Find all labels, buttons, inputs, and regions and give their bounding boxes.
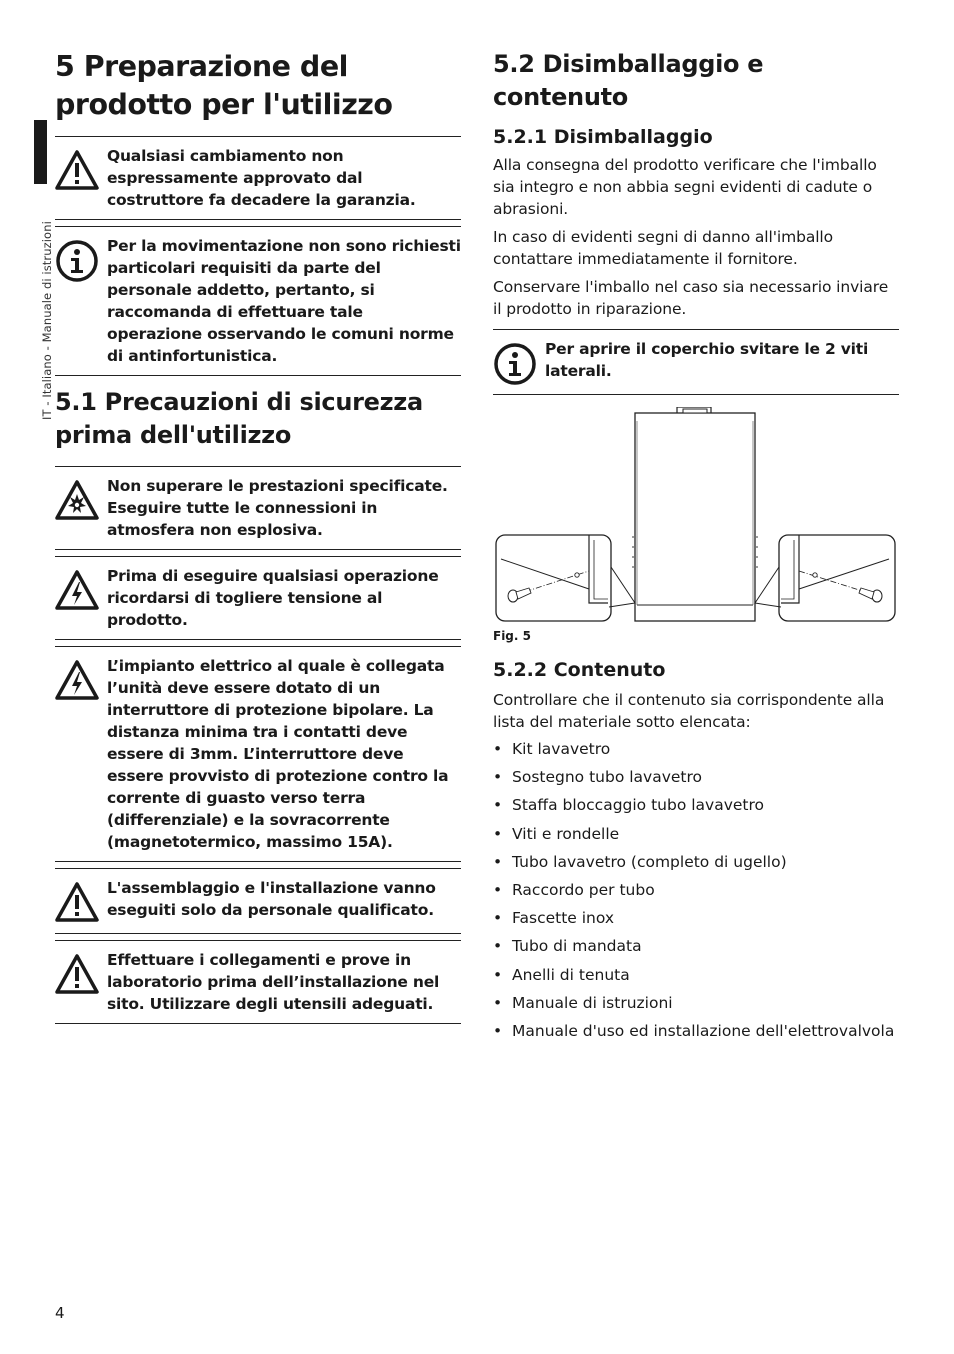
note-text: Per la movimentazione non sono richiesti particolari requisiti da parte del personale addetto, pertanto, si raccomanda di effettuare tale operazione osservando le comuni norme di antinfortunistica. [107, 237, 461, 365]
right-column [493, 48, 899, 1045]
info-circle-icon [493, 342, 537, 386]
list-item: • Viti e rondelle [493, 820, 899, 848]
note-text: L’impianto elettrico al quale è collegata l’unità deve essere dotato di un interruttore di protezione bipolare. La distanza minima tra i contatti deve essere di 3mm. L’interruttore deve essere provvisto di protezione contro la corrente di guasto verso terra (differenziale) e la sovracorrente (magnetotermico, massimo 15A). [107, 657, 449, 851]
electric-hazard-icon [55, 569, 99, 613]
sidebar-language-label: IT - Italiano - Manuale di istruzioni [40, 221, 54, 420]
power-off-warning-note [55, 556, 461, 640]
warning-triangle-icon [55, 953, 99, 997]
list-item: • Manuale di istruzioni [493, 989, 899, 1017]
open-cover-info-note [493, 329, 899, 395]
note-text: Per aprire il coperchio svitare le 2 viti laterali. [545, 340, 869, 380]
section-5-2-2-title: 5.2.2 Contenuto [493, 659, 666, 681]
list-item: • Raccordo per tubo [493, 876, 899, 904]
electric-hazard-icon [55, 659, 99, 703]
paragraph: Conservare l'imballo nel caso sia necessario inviare il prodotto in riparazione. [493, 278, 889, 318]
housing-screws-illustration [493, 407, 899, 625]
note-text: Non superare le prestazioni specificate. Eseguire tutte le connessioni in atmosfera non esplosiva. [107, 477, 448, 539]
list-item: • Kit lavavetro [493, 735, 899, 763]
qualified-personnel-note [55, 868, 461, 934]
explosion-warning-note [55, 466, 461, 550]
warning-triangle-icon [55, 149, 99, 193]
list-item: • Tubo di mandata [493, 932, 899, 960]
list-item: • Sostegno tubo lavavetro [493, 763, 899, 791]
note-text: Effettuare i collegamenti e prove in laboratorio prima dell’installazione nel sito. Utilizzare degli utensili adeguati. [107, 951, 440, 1013]
list-item: • Staffa bloccaggio tubo lavavetro [493, 791, 899, 819]
explosion-warning-icon [55, 479, 99, 523]
warranty-warning-note [55, 136, 461, 220]
list-item: • Fascette inox [493, 904, 899, 932]
note-text: L'assemblaggio e l'installazione vanno eseguiti solo da personale qualificato. [107, 879, 436, 919]
section-5-1-title: 5.1 Precauzioni di sicurezza prima dell'utilizzo [55, 388, 423, 449]
note-text: Qualsiasi cambiamento non espressamente approvato dal costruttore fa decadere la garanzia. [107, 147, 416, 209]
list-item: • Tubo lavavetro (completo di ugello) [493, 848, 899, 876]
page-number: 4 [55, 1304, 65, 1322]
paragraph: In caso di evidenti segni di danno all'imballo contattare immediatamente il fornitore. [493, 228, 834, 268]
warning-triangle-icon [55, 881, 99, 925]
section-5-2-1-title: 5.2.1 Disimballaggio [493, 126, 713, 148]
handling-info-note [55, 226, 461, 376]
figure-caption: Fig. 5 [493, 629, 531, 643]
list-item: • Anelli di tenuta [493, 961, 899, 989]
lab-testing-note [55, 940, 461, 1024]
contents-list [493, 735, 899, 1045]
note-text: Prima di eseguire qualsiasi operazione ricordarsi di togliere tensione al prodotto. [107, 567, 439, 629]
contents-intro: Controllare che il contenuto sia corrispondente alla lista del materiale sotto elencata: [493, 691, 885, 731]
section-5-2-title: 5.2 Disimballaggio e contenuto [493, 50, 764, 111]
left-column [55, 48, 461, 1024]
chapter-title: 5 Preparazione del prodotto per l'utilizzo [55, 50, 393, 121]
section-tab-marker [34, 120, 47, 184]
electrical-requirements-note [55, 646, 461, 862]
unpacking-figure [493, 407, 899, 625]
paragraph: Alla consegna del prodotto verificare che l'imballo sia integro e non abbia segni evidenti di cadute o abrasioni. [493, 156, 877, 218]
list-item: • Manuale d'uso ed installazione dell'elettrovalvola [493, 1017, 899, 1045]
info-circle-icon [55, 239, 99, 283]
